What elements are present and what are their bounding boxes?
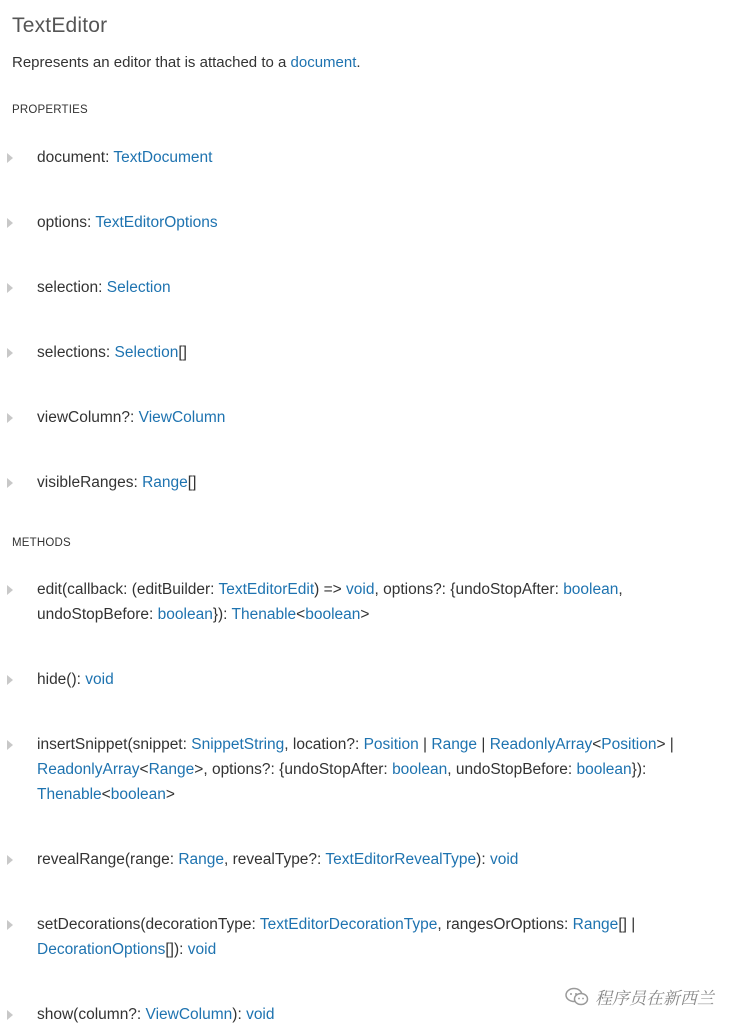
sig-text: hide():: [37, 671, 86, 688]
chevron-right-icon[interactable]: [7, 675, 13, 685]
type-link[interactable]: Position: [363, 736, 419, 753]
property-name: document:: [37, 149, 114, 166]
chevron-right-icon[interactable]: [7, 153, 13, 163]
type-link[interactable]: Range: [142, 474, 188, 491]
type-link[interactable]: void: [187, 941, 217, 958]
property-name: options:: [37, 214, 96, 231]
document-link[interactable]: document: [290, 54, 357, 71]
chevron-right-icon[interactable]: [7, 920, 13, 930]
array-suffix: []: [187, 474, 197, 491]
wechat-icon: [565, 987, 589, 1007]
sig-text: > |: [656, 736, 674, 753]
type-link[interactable]: Range: [572, 916, 619, 933]
chevron-right-icon[interactable]: [7, 218, 13, 228]
type-link[interactable]: ReadonlyArray: [489, 736, 593, 753]
type-link[interactable]: DecorationOptions: [37, 941, 166, 958]
type-link[interactable]: Selection: [114, 344, 179, 361]
watermark: [565, 984, 714, 1009]
sig-text: undoStopBefore:: [37, 606, 158, 623]
type-link[interactable]: TextEditorEdit: [218, 581, 315, 598]
type-link[interactable]: ViewColumn: [138, 409, 226, 426]
chevron-right-icon[interactable]: [7, 348, 13, 358]
type-link[interactable]: TextDocument: [113, 149, 213, 166]
type-link[interactable]: void: [246, 1006, 275, 1023]
type-link[interactable]: void: [489, 851, 519, 868]
type-link[interactable]: boolean: [576, 761, 632, 778]
sig-text: }):: [631, 761, 647, 778]
type-link[interactable]: Range: [431, 736, 478, 753]
sig-text: [] |: [618, 916, 636, 933]
type-link[interactable]: boolean: [157, 606, 213, 623]
sig-text: >, options?: {undoStopAfter:: [194, 761, 393, 778]
sig-text: , location?:: [284, 736, 364, 753]
type-link[interactable]: boolean: [305, 606, 361, 623]
type-link[interactable]: Range: [148, 761, 195, 778]
type-link[interactable]: TextEditorDecorationType: [259, 916, 438, 933]
property-name: selection:: [37, 279, 107, 296]
sig-text: edit(callback: (editBuilder:: [37, 581, 219, 598]
sig-text: <: [139, 761, 149, 778]
type-link[interactable]: Thenable: [231, 606, 297, 623]
type-link[interactable]: SnippetString: [191, 736, 285, 753]
page-description: [12, 54, 361, 71]
description-text: Represents an editor that is attached to a: [12, 54, 291, 71]
type-link[interactable]: void: [346, 581, 375, 598]
type-link[interactable]: ReadonlyArray: [37, 761, 140, 778]
type-link[interactable]: void: [85, 671, 114, 688]
type-link[interactable]: Position: [601, 736, 657, 753]
sig-text: show(column?:: [37, 1006, 146, 1023]
sig-text: |: [477, 736, 490, 753]
watermark-text: 程序员在新西兰: [595, 989, 714, 1008]
type-link[interactable]: Selection: [106, 279, 171, 296]
sig-text: ) =>: [314, 581, 347, 598]
type-link[interactable]: TextEditorRevealType: [325, 851, 477, 868]
sig-text: , rangesOrOptions:: [437, 916, 573, 933]
chevron-right-icon[interactable]: [7, 283, 13, 293]
sig-text: }):: [212, 606, 232, 623]
sig-text: setDecorations(decorationType:: [37, 916, 260, 933]
type-link[interactable]: boolean: [392, 761, 448, 778]
sig-text: ):: [476, 851, 490, 868]
sig-text: <: [296, 606, 306, 623]
description-suffix: .: [356, 54, 361, 71]
sig-text: <: [101, 786, 111, 803]
sig-text: , revealType?:: [224, 851, 326, 868]
type-link[interactable]: Range: [178, 851, 224, 868]
chevron-right-icon[interactable]: [7, 855, 13, 865]
sig-text: revealRange(range:: [37, 851, 179, 868]
sig-text: , options?: {undoStopAfter:: [374, 581, 564, 598]
sig-text: >: [360, 606, 370, 623]
type-link[interactable]: TextEditorOptions: [95, 214, 218, 231]
type-link[interactable]: boolean: [110, 786, 166, 803]
property-name: selections:: [37, 344, 115, 361]
sig-text: ,: [618, 581, 623, 598]
chevron-right-icon[interactable]: [7, 1010, 13, 1020]
property-name: visibleRanges:: [37, 474, 143, 491]
property-name: viewColumn?:: [37, 409, 139, 426]
type-link[interactable]: Thenable: [37, 786, 102, 803]
chevron-right-icon[interactable]: [7, 478, 13, 488]
sig-text: >: [165, 786, 175, 803]
page-title: TextEditor: [12, 14, 108, 37]
type-link[interactable]: boolean: [563, 581, 619, 598]
sig-text: ):: [232, 1006, 247, 1023]
methods-heading: METHODS: [12, 537, 71, 549]
sig-text: insertSnippet(snippet:: [37, 736, 192, 753]
chevron-right-icon[interactable]: [7, 585, 13, 595]
array-suffix: []: [178, 344, 187, 361]
sig-text: []):: [165, 941, 188, 958]
sig-text: , undoStopBefore:: [447, 761, 577, 778]
sig-text: <: [592, 736, 602, 753]
chevron-right-icon[interactable]: [7, 740, 13, 750]
sig-text: |: [418, 736, 432, 753]
properties-heading: PROPERTIES: [12, 104, 88, 116]
chevron-right-icon[interactable]: [7, 413, 13, 423]
type-link[interactable]: ViewColumn: [145, 1006, 233, 1023]
